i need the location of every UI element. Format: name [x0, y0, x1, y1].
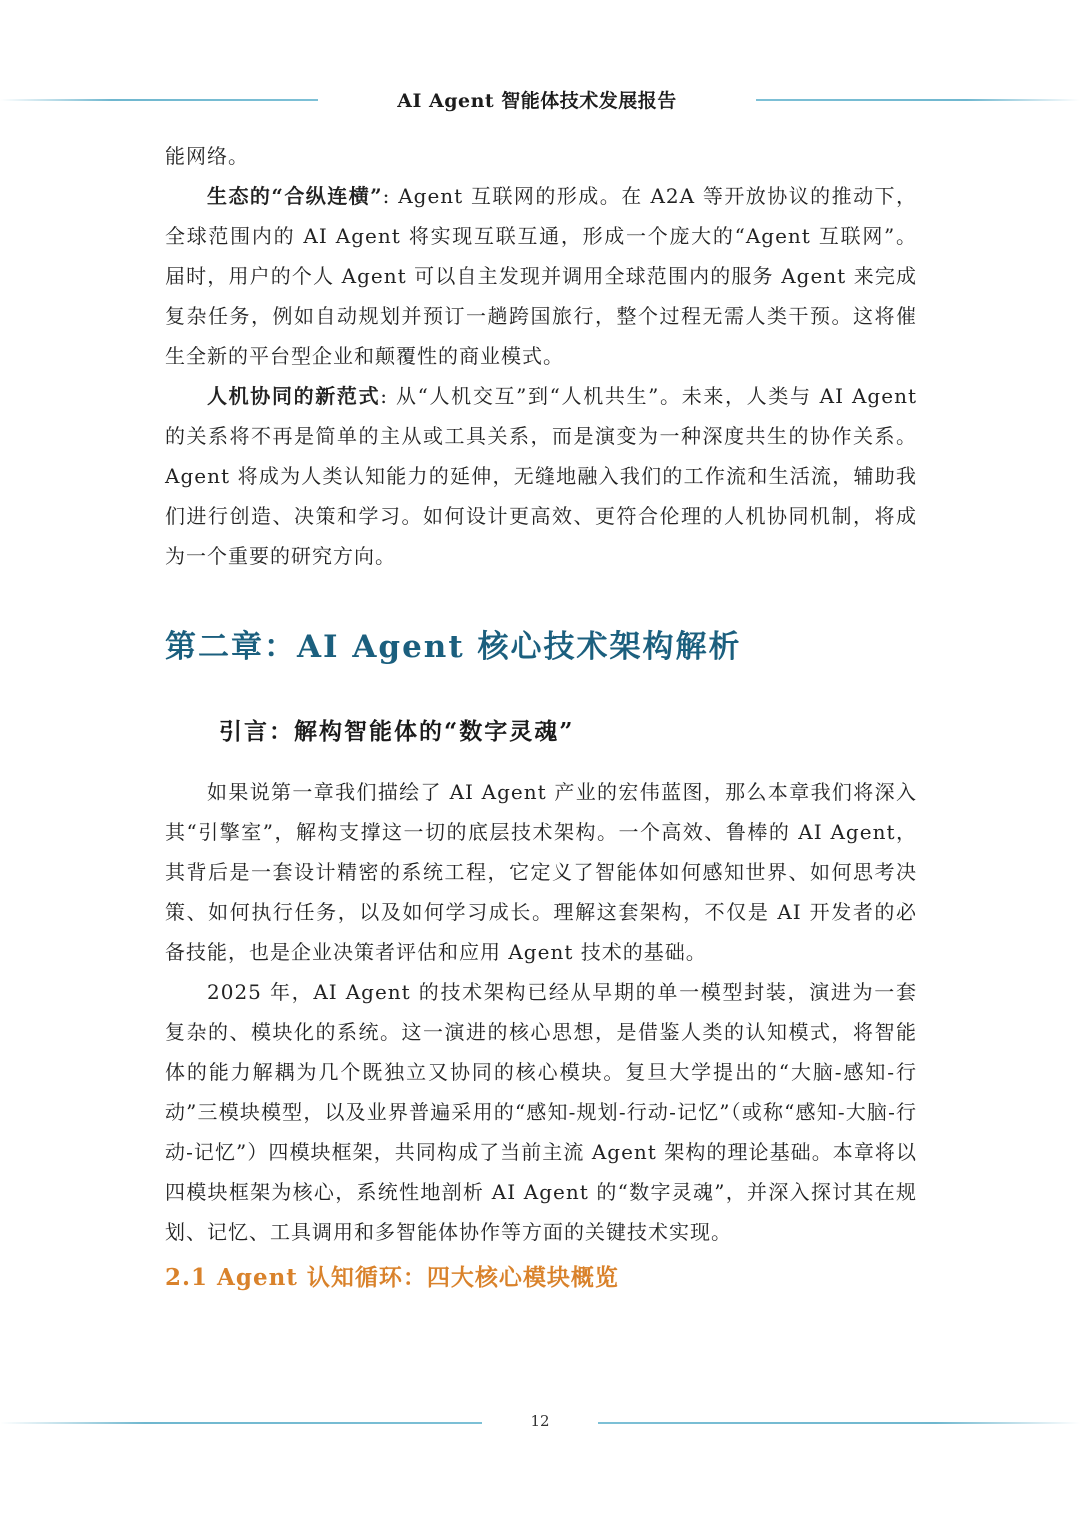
intro-paragraph-2: 2025 年，AI Agent 的技术架构已经从早期的单一模型封装，演进为一套复杂的、模块化的系统。这一演进的核心思想，是借鉴人类的认知模式，将智能体的能力解耦为几个既独立又协同的核心模块。复旦大学提出的“大脑-感知-行动”三模块模型，以及业界普遍采用的“感知-规划-行动-记忆”（或称“感知-大脑-行动-记忆”）四模块框架，共同构成了当前主流 Agent 架构的理论基础。本章将以四模块框架为核心，系统性地剖析 AI Agent 的“数字灵魂”，并深入探讨其在规划、记忆、工具调用和多智能体协作等方面的关键技术实现。 [165, 980, 917, 1244]
footer-rule-right [598, 1422, 1080, 1424]
continuation-paragraph: 能网络。 [165, 144, 249, 168]
ecosystem-lead: 生态的“合纵连横” [207, 184, 383, 208]
ecosystem-text: : Agent 互联网的形成。在 A2A 等开放协议的推动下，全球范围内的 AI Agent 将实现互联互通，形成一个庞大的“Agent 互联网”。届时，用户的个人 Agent 可以自主发现并调用全球范围内的服务 Agent 来完成复杂任务，例如自动规划并预订一趟跨国旅行，整个过程无需人类干预。这将催生全新的平台型企业和颠覆性的商业模式。 [165, 184, 917, 368]
collaboration-text: : 从“人机交互”到“人机共生”。未来，人类与 AI Agent 的关系将不再是简单的主从或工具关系，而是演变为一种深度共生的协作关系。Agent 将成为人类认知能力的延伸，无缝地融入我们的工作流和生活流，辅助我们进行创造、决策和学习。如何设计更高效、更符合伦理的人机协同机制，将成为一个重要的研究方向。 [165, 384, 917, 568]
intro-title: 引言：解构智能体的“数字灵魂” [219, 718, 575, 745]
running-header-title: AI Agent 智能体技术发展报告 [397, 90, 677, 112]
header-rule-left [0, 99, 318, 101]
footer-rule-left [0, 1422, 482, 1424]
chapter-title: 第二章：AI Agent 核心技术架构解析 [165, 629, 742, 665]
intro-paragraph-1: 如果说第一章我们描绘了 AI Agent 产业的宏伟蓝图，那么本章我们将深入其“引擎室”，解构支撑这一切的底层技术架构。一个高效、鲁棒的 AI Agent，其背后是一套设计精密的系统工程，它定义了智能体如何感知世界、如何思考决策、如何执行任务，以及如何学习成长。理解这套架构，不仅是 AI 开发者的必备技能，也是企业决策者评估和应用 Agent 技术的基础。 [165, 780, 917, 964]
header-rule-right [756, 99, 1080, 101]
ecosystem-paragraph [165, 176, 917, 376]
page-number: 12 [530, 1412, 550, 1430]
section-title: 2.1 Agent 认知循环：四大核心模块概览 [165, 1264, 619, 1291]
collaboration-lead: 人机协同的新范式 [207, 384, 381, 408]
page-content [165, 136, 917, 1302]
collaboration-paragraph [165, 376, 917, 576]
